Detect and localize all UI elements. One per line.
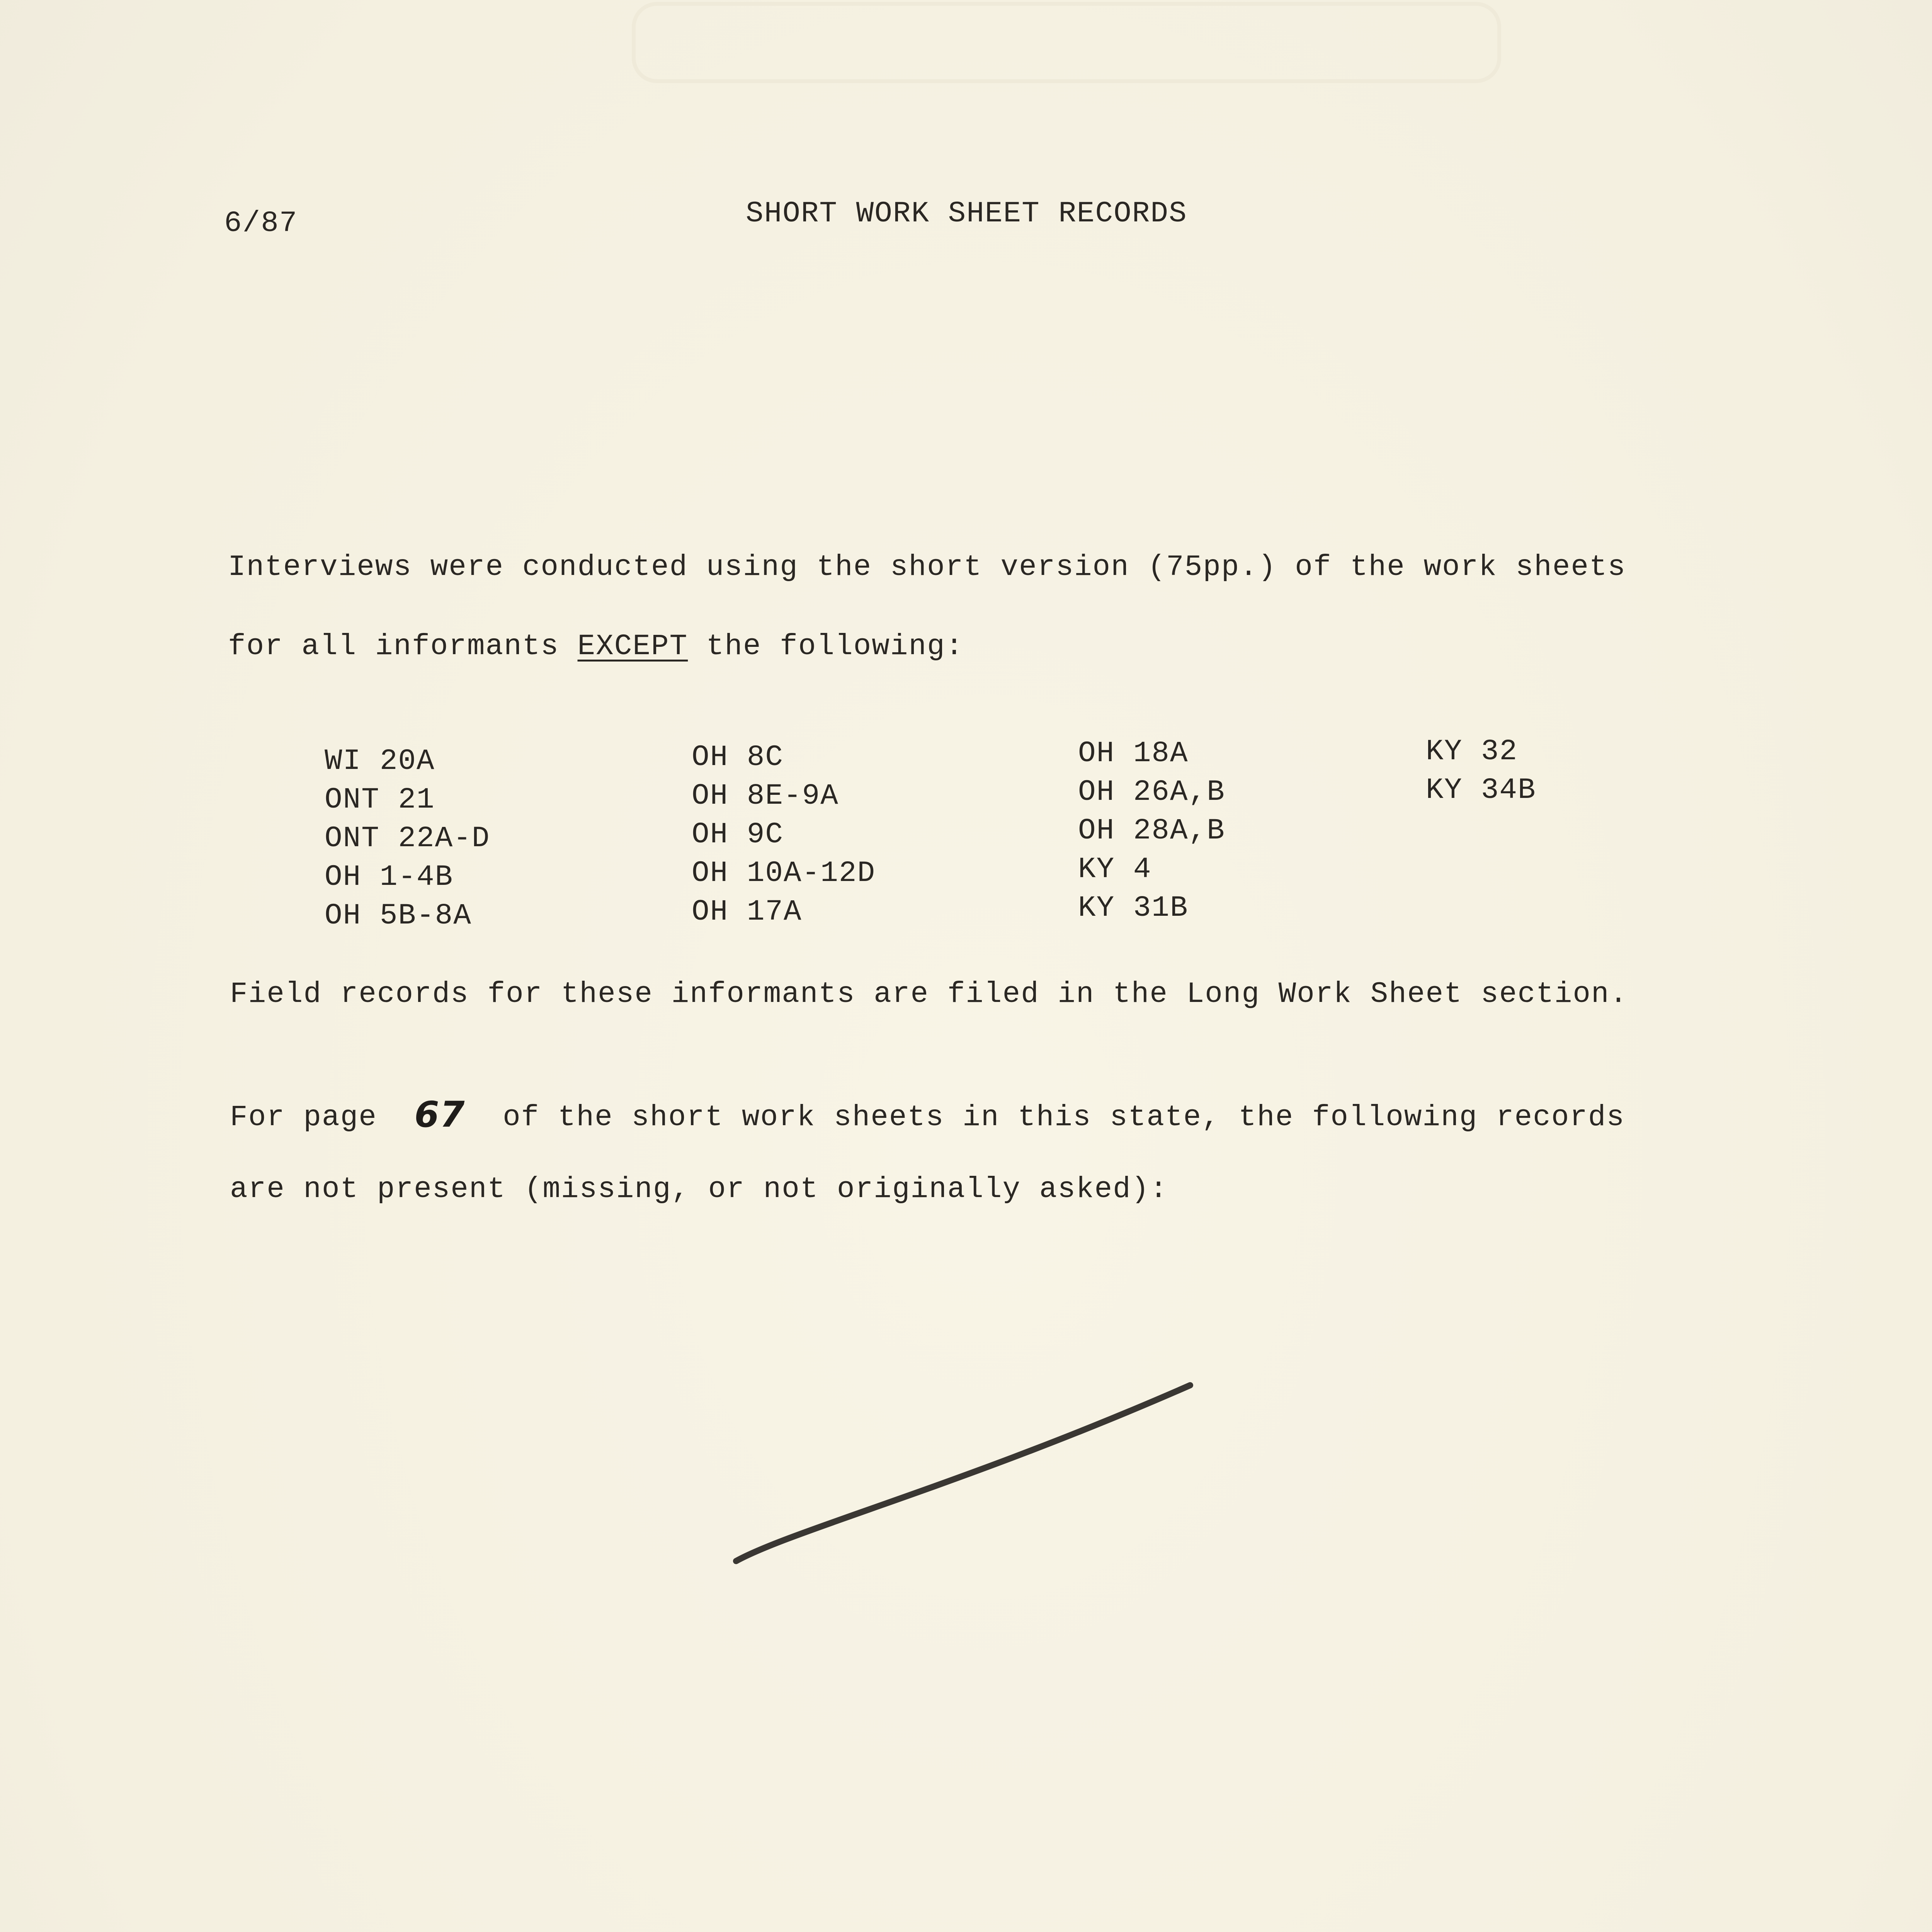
informant-column-4 <box>1426 732 1536 810</box>
informant-entry: KY 32 <box>1426 735 1518 768</box>
handwritten-page-number: 67 <box>414 1094 466 1135</box>
informant-entry: OH 5B-8A <box>325 899 472 932</box>
missing-note-line-2: are not present (missing, or not originally asked): <box>230 1173 1168 1206</box>
informant-entry: ONT 22A-D <box>325 822 490 855</box>
intro-line-2-start: for all informants <box>228 630 578 663</box>
informant-column-1 <box>325 742 490 935</box>
informant-entry: KY 34B <box>1426 774 1536 807</box>
page-title: SHORT WORK SHEET RECORDS <box>746 197 1187 230</box>
informant-entry: OH 17A <box>692 895 802 929</box>
intro-line-2-end: the following: <box>688 630 964 663</box>
informant-entry: OH 18A <box>1078 737 1189 770</box>
informant-entry: OH 1-4B <box>325 861 454 894</box>
missing-note-line-1 <box>230 1094 1625 1135</box>
intro-line-1: Interviews were conducted using the short version (75pp.) of the work sheets <box>228 551 1626 584</box>
informant-entry: OH 28A,B <box>1078 814 1225 847</box>
except-emphasis: EXCEPT <box>577 630 688 663</box>
filed-note: Field records for these informants are filed in the Long Work Sheet section. <box>230 978 1628 1011</box>
intro-line-2 <box>228 632 964 661</box>
missing-note-start: For page <box>230 1101 396 1134</box>
informant-entry: KY 4 <box>1078 853 1152 886</box>
informant-entry: WI 20A <box>325 745 435 778</box>
informant-column-2 <box>692 738 876 931</box>
informant-entry: OH 9C <box>692 818 784 851</box>
missing-note-end: of the short work sheets in this state, the following records <box>484 1101 1625 1134</box>
informant-entry: OH 8C <box>692 741 784 774</box>
informant-entry: OH 26A,B <box>1078 776 1225 809</box>
informant-entry: KY 31B <box>1078 891 1189 925</box>
informant-entry: ONT 21 <box>325 783 435 816</box>
informant-entry: OH 8E-9A <box>692 779 839 813</box>
document-date: 6/87 <box>224 207 298 240</box>
informant-entry: OH 10A-12D <box>692 857 876 890</box>
informant-column-3 <box>1078 734 1225 927</box>
